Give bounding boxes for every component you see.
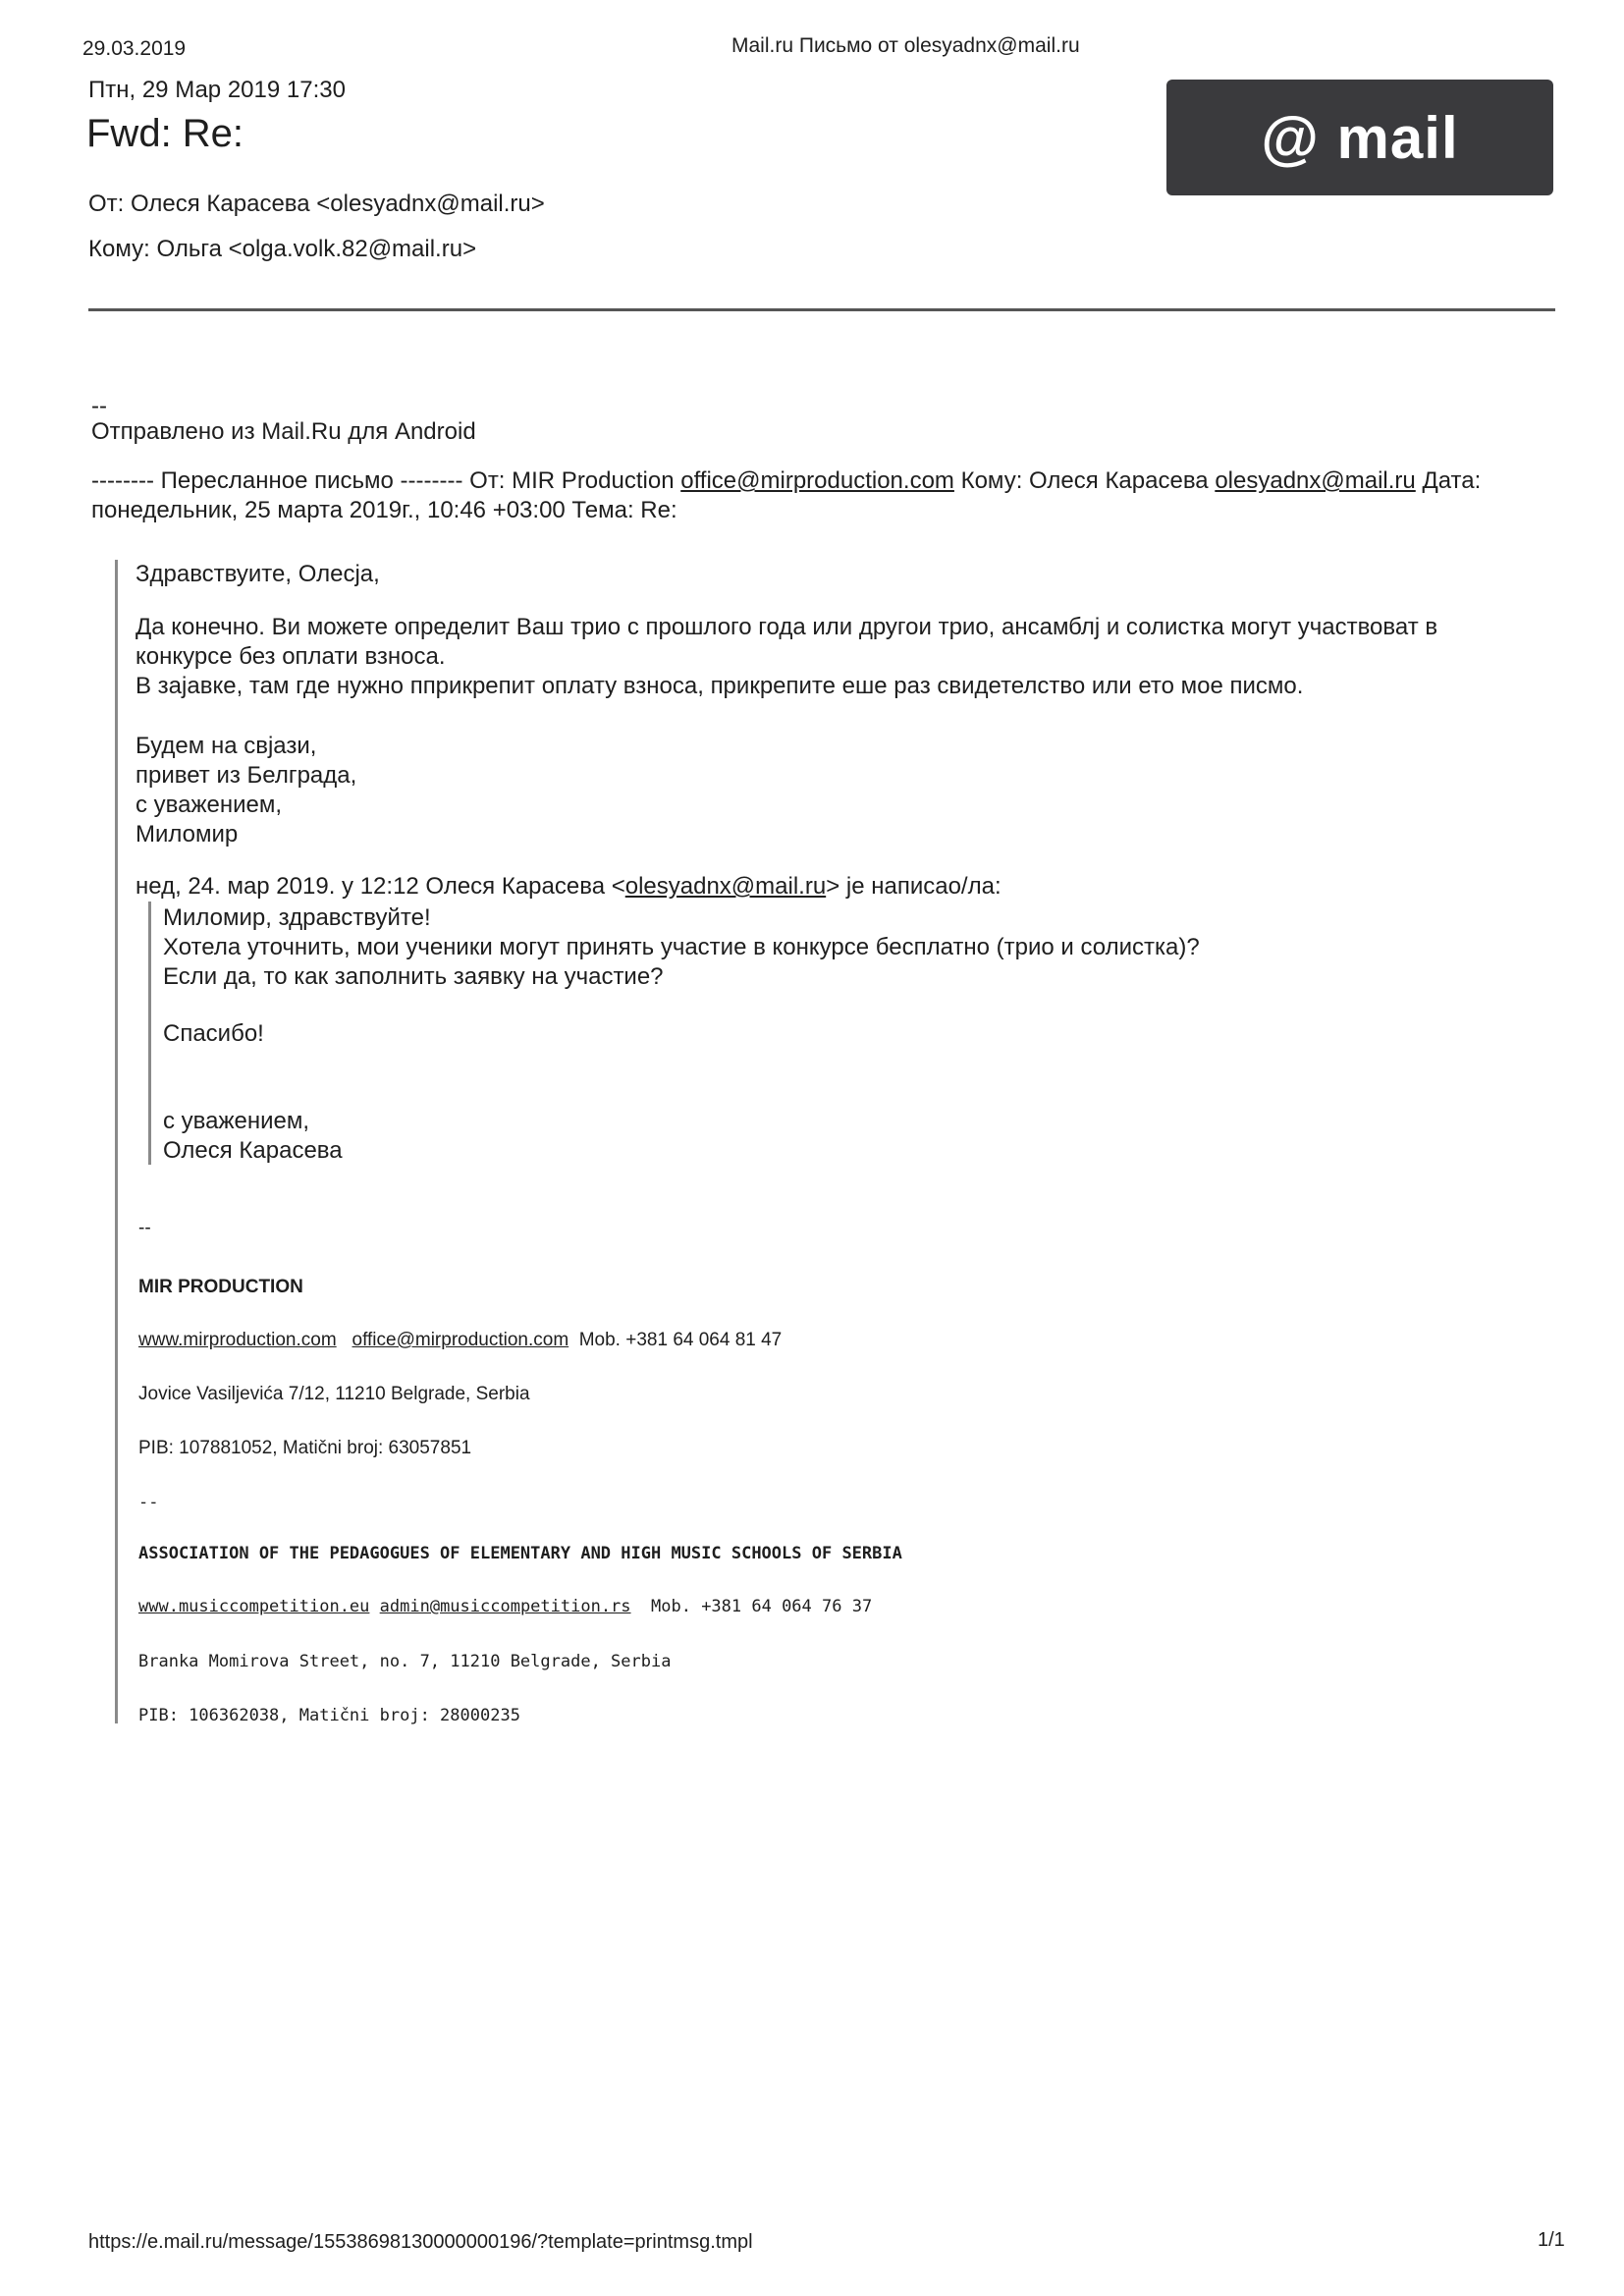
reply-greeting: Здравствуите, Олесја, xyxy=(135,561,380,587)
to-line xyxy=(88,236,476,263)
signature-separator: -- xyxy=(138,1493,159,1512)
mir-email-link[interactable]: office@mirproduction.com xyxy=(352,1330,569,1350)
association-mobile: Mob. +381 64 064 76 37 xyxy=(651,1597,873,1616)
from-label: От: xyxy=(88,191,125,217)
original-message-line: Миломир, здравствуйте! xyxy=(163,904,431,931)
reply-paragraph-line: конкурсе без оплати взноса. xyxy=(135,643,446,670)
association-name: ASSOCIATION OF THE PEDAGOGUES OF ELEMENTARY AND HIGH MUSIC SCHOOLS OF SERBIA xyxy=(138,1544,902,1563)
quoted-intro-prefix: нед, 24. мар 2019. у 12:12 Олеся Карасева < xyxy=(135,873,625,900)
print-footer-url: https://e.mail.ru/message/15538698130000000196/?template=printmsg.tmpl xyxy=(88,2231,753,2253)
message-subject: Fwd: Re: xyxy=(86,112,244,155)
quoted-intro-email-link[interactable]: olesyadnx@mail.ru xyxy=(624,873,827,900)
forward-from-email-link[interactable]: office@mirproduction.com xyxy=(680,467,954,494)
mir-website-link[interactable]: www.mirproduction.com xyxy=(138,1330,337,1350)
mir-contact-line xyxy=(138,1330,782,1351)
sent-from-line: Отправлено из Mail.Ru для Android xyxy=(91,418,476,445)
reply-paragraph-line: Да конечно. Ви можете определит Ваш трио с прошлого года или другои трио, ансамблј и солистка могут участвоват в xyxy=(135,614,1438,640)
quoted-intro xyxy=(135,872,1001,902)
association-contact-line xyxy=(138,1597,872,1616)
original-sender-name: Олеся Карасева xyxy=(163,1137,343,1164)
quote-bar-outer xyxy=(115,560,118,1723)
mir-company-name: MIR PRODUCTION xyxy=(138,1277,303,1297)
association-website-link[interactable]: www.musiccompetition.eu xyxy=(138,1597,370,1616)
reply-closing-line: привет из Белграда, xyxy=(135,762,357,789)
mail-logo: @ mail xyxy=(1166,80,1553,195)
original-message-line: Если да, то как заполнить заявку на участие? xyxy=(163,963,664,990)
page-number: 1/1 xyxy=(1538,2229,1565,2251)
mir-address: Jovice Vasiljevića 7/12, 11210 Belgrade, Serbia xyxy=(138,1384,530,1404)
forward-to-label: Кому: Олеся Карасева xyxy=(960,467,1209,494)
print-date: 29.03.2019 xyxy=(82,37,187,60)
from-line xyxy=(88,191,545,218)
original-message-line: Хотела уточнить, мои ученики могут принять участие в конкурсе бесплатно (трио и солистка)? xyxy=(163,934,1200,960)
original-regards: с уважением, xyxy=(163,1108,310,1134)
forward-date-value: понедельник, 25 марта 2019г., 10:46 +03:00 Тема: Re: xyxy=(91,497,677,523)
association-address: Branka Momirova Street, no. 7, 11210 Belgrade, Serbia xyxy=(138,1652,672,1671)
from-value: Олеся Карасева <olesyadnx@mail.ru> xyxy=(131,191,545,217)
forward-date-label: Дата: xyxy=(1422,467,1482,494)
mir-mobile: Mob. +381 64 064 81 47 xyxy=(578,1330,783,1350)
print-page-title: Mail.ru Письмо от olesyadnx@mail.ru xyxy=(731,34,1080,57)
header-divider xyxy=(88,308,1555,311)
to-label: Кому: xyxy=(88,236,150,262)
mir-ids: PIB: 107881052, Matični broj: 63057851 xyxy=(138,1438,472,1458)
reply-signature-name: Миломир xyxy=(135,821,239,847)
forward-marker: -------- Пересланное письмо -------- От: MIR Production xyxy=(91,467,675,494)
reply-closing-line: с уважением, xyxy=(135,792,283,818)
forward-to-email-link[interactable]: olesyadnx@mail.ru xyxy=(1215,467,1416,494)
association-email-link[interactable]: admin@musiccompetition.rs xyxy=(379,1597,631,1616)
reply-closing-line: Будем на свјази, xyxy=(135,733,317,759)
reply-paragraph-line: В зајавке, там где нужно пприкрепит оплату взноса, прикрепите еше раз свидетелство или ето мое писмо. xyxy=(135,673,1304,699)
to-value: Ольга <olga.volk.82@mail.ru> xyxy=(156,236,477,262)
association-ids: PIB: 106362038, Matični broj: 28000235 xyxy=(138,1706,520,1725)
message-datetime: Птн, 29 Мар 2019 17:30 xyxy=(88,77,346,103)
forwarded-message-header xyxy=(91,466,1564,525)
quoted-intro-suffix: > је написао/ла: xyxy=(826,873,1001,900)
quote-bar-inner xyxy=(148,902,151,1165)
original-thanks: Спасибо! xyxy=(163,1020,264,1047)
signature-separator: -- xyxy=(138,1218,151,1238)
signature-separator: -- xyxy=(91,393,107,419)
